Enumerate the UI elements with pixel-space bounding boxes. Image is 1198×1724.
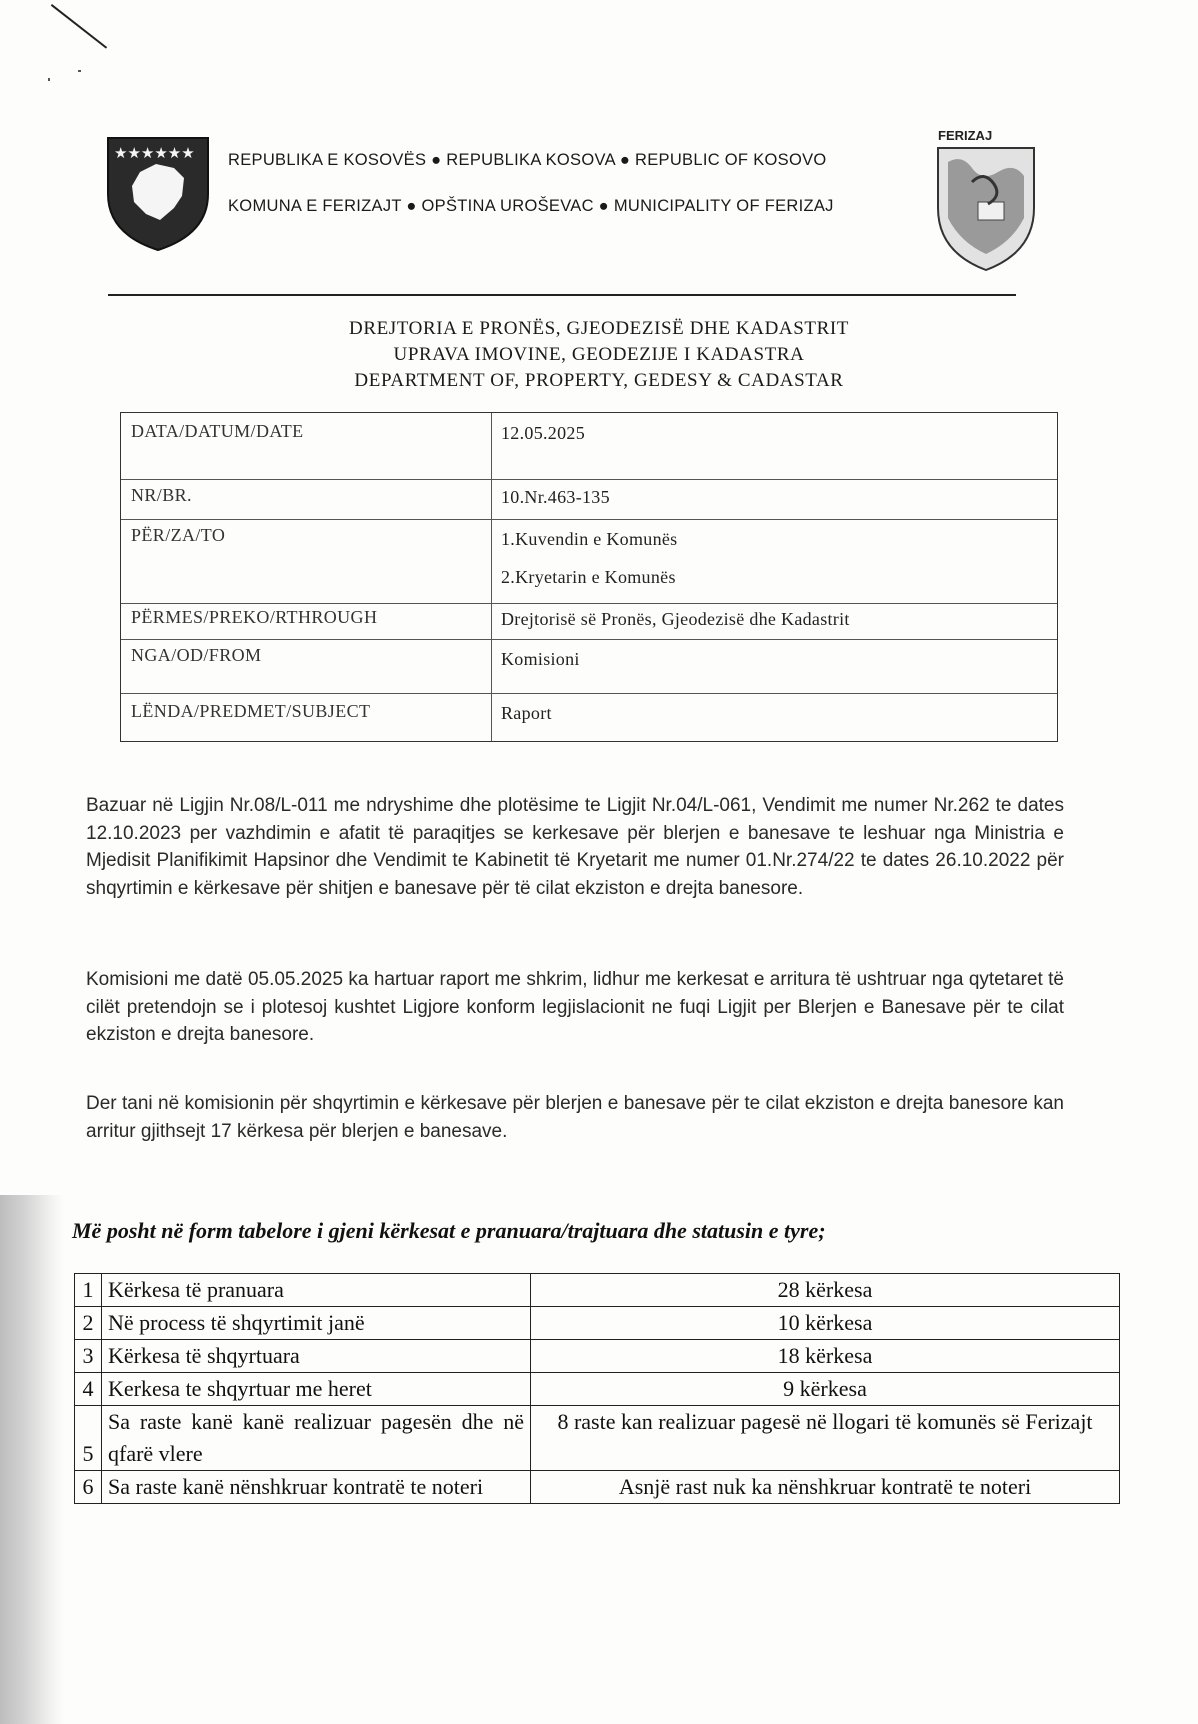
row-value: 8 raste kan realizuar pagesë në llogari të komunës së Ferizajt (531, 1406, 1120, 1471)
to-label: PËR/ZA/TO (131, 525, 226, 545)
to-value-assembly: 1.Kuvendin e Komunës (501, 529, 678, 549)
body-paragraph-request-count: Der tani në komisionin për shqyrtimin e kërkesave për blerjen e banesave për te cilat ekziston e drejta banesore kan arritur gjithsejt 17 kërkesa për blerjen e banesave. (86, 1093, 1064, 1142)
row-label: Kerkesa te shqyrtuar me heret (102, 1373, 531, 1406)
row-value: 10 kërkesa (531, 1307, 1120, 1340)
row-number: 4 (75, 1373, 102, 1406)
row-number: 1 (75, 1274, 102, 1307)
header-rule (108, 294, 1016, 296)
scanner-edge-shadow (0, 1195, 64, 1724)
row-label: Kërkesa të shqyrtuara (102, 1340, 531, 1373)
table-row (75, 1340, 1120, 1373)
metadata-row-divider (121, 693, 1057, 694)
table-row (75, 1373, 1120, 1406)
date-label: DATA/DATUM/DATE (131, 421, 304, 441)
row-label: Kërkesa të pranuara (102, 1274, 531, 1307)
number-label: NR/BR. (131, 485, 192, 505)
row-value: 18 kërkesa (531, 1340, 1120, 1373)
table-row (75, 1471, 1120, 1504)
metadata-row-divider (121, 479, 1057, 480)
metadata-row-divider (121, 603, 1057, 604)
subject-value: Raport (501, 703, 552, 723)
ferizaj-emblem-icon (932, 122, 1040, 274)
department-name-albanian: DREJTORIA E PRONËS, GJEODEZISË DHE KADASTRIT (349, 318, 849, 339)
row-number: 6 (75, 1471, 102, 1504)
row-label: Në process të shqyrtimit janë (102, 1307, 531, 1340)
body-paragraph-legal-basis: Bazuar në Ligjin Nr.08/L-011 me ndryshime dhe plotësime te Ligjit Nr.04/L-061, Vendimit me numer Nr.262 te dates 12.10.2023 per vazhdimin e afatit të paraqitjes se kerkesave për blerjen e banesave te leshuar nga Ministria e Mjedisit Planifikimit Hapsinor dhe Vendimit te Kabinetit të Kryetarit me numer 01.Nr.274/22 te dates 26.10.2022 për shqyrtimin e kërkesave për shitjen e banesave për të cilat ekziston e drejta banesore. (86, 795, 1064, 899)
row-label: Sa raste kanë kanë realizuar pagesën dhe në qfarë vlere (102, 1406, 531, 1471)
department-name-english: DEPARTMENT OF, PROPERTY, GEDESY & CADASTAR (354, 370, 844, 391)
subject-label: LËNDA/PREDMET/SUBJECT (131, 701, 371, 721)
metadata-row-divider (121, 519, 1057, 520)
number-value: 10.Nr.463-135 (501, 487, 610, 507)
table-row (75, 1274, 1120, 1307)
through-label: PËRMES/PREKO/RTHROUGH (131, 607, 378, 627)
row-label: Sa raste kanë nënshkruar kontratë te noteri (102, 1471, 531, 1504)
svg-text:★★★★★★: ★★★★★★ (114, 144, 195, 162)
row-number: 2 (75, 1307, 102, 1340)
row-number: 5 (75, 1406, 102, 1471)
department-name-serbian: UPRAVA IMOVINE, GEODEZIJE I KADASTRA (393, 344, 805, 365)
metadata-row-divider (121, 639, 1057, 640)
table-heading: Më posht në form tabelore i gjeni kërkesat e pranuara/trajtuara dhe statusin e tyre; (72, 1218, 826, 1243)
kosovo-coat-of-arms-icon (104, 134, 212, 252)
document-metadata-table (120, 412, 1058, 742)
row-value: 28 kërkesa (531, 1274, 1120, 1307)
request-status-table (74, 1273, 1120, 1504)
ferizaj-emblem-label: FERIZAJ (938, 128, 993, 143)
row-value: 9 kërkesa (531, 1373, 1120, 1406)
scan-speck (48, 78, 50, 81)
body-paragraph-commission-report: Komisioni me datë 05.05.2025 ka hartuar raport me shkrim, lidhur me kerkesat e arritura të ushtruar nga qytetaret të cilët pretendojn se i plotesoj kushtet Ligjore konform legjislacionit ne fuqi Ligjit per Blerjen e Banesave për te cilat ekziston e drejta banesore. (86, 969, 1064, 1045)
to-value-mayor: 2.Kryetarin e Komunës (501, 567, 676, 587)
table-row (75, 1307, 1120, 1340)
row-number: 3 (75, 1340, 102, 1373)
header-republic-line: REPUBLIKA E KOSOVËS ● REPUBLIKA KOSOVA ● REPUBLIC OF KOSOVO (228, 151, 827, 169)
metadata-column-divider (491, 413, 492, 741)
row-value: Asnjë rast nuk ka nënshkruar kontratë te noteri (531, 1471, 1120, 1504)
scan-mark (51, 4, 107, 49)
from-label: NGA/OD/FROM (131, 645, 262, 665)
table-row (75, 1406, 1120, 1471)
from-value: Komisioni (501, 649, 580, 669)
scan-speck (78, 70, 81, 72)
through-value: Drejtorisë së Pronës, Gjeodezisë dhe Kadastrit (501, 609, 850, 629)
header-municipality-line: KOMUNA E FERIZAJT ● OPŠTINA UROŠEVAC ● MUNICIPALITY OF FERIZAJ (228, 197, 834, 215)
date-value: 12.05.2025 (501, 423, 585, 443)
